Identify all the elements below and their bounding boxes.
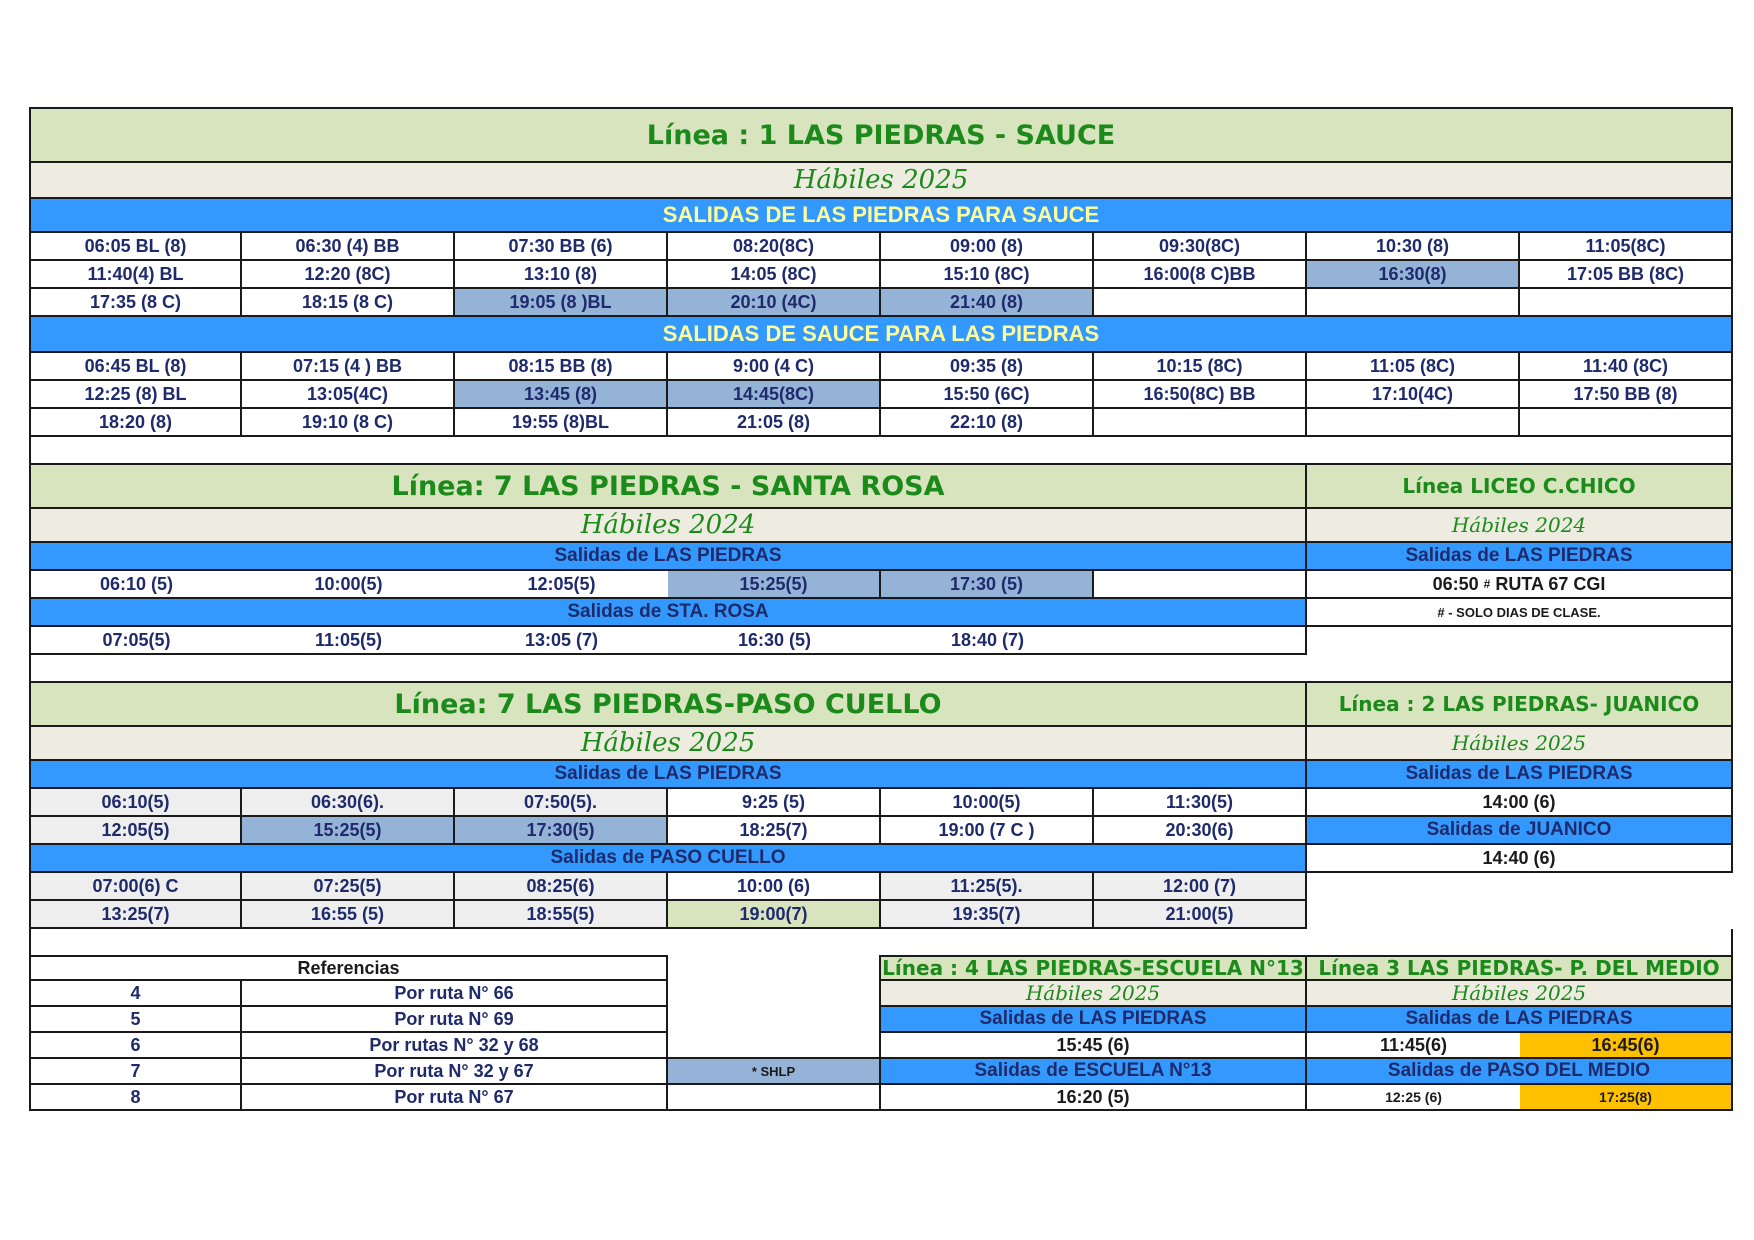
line7-paso-cuello-out-cell: 07:50(5). — [455, 789, 668, 817]
reference-code: 7 — [29, 1059, 242, 1085]
references-gap — [668, 981, 881, 1007]
line7-santa-rosa-back-cell: 16:30 (5) — [668, 627, 881, 655]
liceo-subtitle: Hábiles 2024 — [1307, 509, 1733, 543]
line1-back-cell: 11:40 (8C) — [1520, 353, 1733, 381]
line1-out-cell: 08:20(8C) — [668, 233, 881, 261]
reference-desc: Por ruta N° 69 — [242, 1007, 668, 1033]
line4-back-header: Salidas de ESCUELA N°13 — [881, 1059, 1307, 1085]
line1-out-cell: 09:30(8C) — [1094, 233, 1307, 261]
line1-out-cell: 11:40(4) BL — [29, 261, 242, 289]
line1-out-cell: 11:05(8C) — [1520, 233, 1733, 261]
line7-santa-rosa-back-cell: 13:05 (7) — [455, 627, 668, 655]
line2-subtitle: Hábiles 2025 — [1307, 727, 1733, 761]
line1-back-cell: 18:20 (8) — [29, 409, 242, 437]
line2-back-time: 14:40 (6) — [1307, 845, 1733, 873]
timetable-sheet — [29, 107, 1733, 1111]
line1-out-cell: 12:20 (8C) — [242, 261, 455, 289]
line7-paso-cuello-out-cell: 19:00 (7 C ) — [881, 817, 1094, 845]
shlp-legend: * SHLP — [668, 1059, 881, 1085]
line7-paso-cuello-out-cell: 10:00(5) — [881, 789, 1094, 817]
reference-desc: Por ruta N° 67 — [242, 1085, 668, 1111]
reference-code: 4 — [29, 981, 242, 1007]
line1-back-cell: 13:05(4C) — [242, 381, 455, 409]
line2-out-time: 14:00 (6) — [1307, 789, 1733, 817]
line1-back-cell: 9:00 (4 C) — [668, 353, 881, 381]
line1-back-cell: 16:50(8C) BB — [1094, 381, 1307, 409]
line7-santa-rosa-back-cell: 07:05(5) — [29, 627, 242, 655]
line7-paso-cuello-back-cell: 07:25(5) — [242, 873, 455, 901]
line7-paso-cuello-out-header: Salidas de LAS PIEDRAS — [29, 761, 1307, 789]
line7-paso-cuello-title: Línea: 7 LAS PIEDRAS-PASO CUELLO — [29, 683, 1307, 727]
line7-santa-rosa-out-cell: 12:05(5) — [455, 571, 668, 599]
line1-back-cell: 11:05 (8C) — [1307, 353, 1520, 381]
line7-paso-cuello-back-cell: 07:00(6) C — [29, 873, 242, 901]
line1-back-cell-empty — [1307, 409, 1520, 437]
line1-back-cell-empty — [1520, 409, 1733, 437]
line1-out-cell: 19:05 (8 )BL — [455, 289, 668, 317]
line7-paso-cuello-back-cell: 10:00 (6) — [668, 873, 881, 901]
line7-paso-cuello-back-cell: 21:00(5) — [1094, 901, 1307, 929]
line7-santa-rosa-back-cell: 11:05(5) — [242, 627, 455, 655]
line7-paso-cuello-out-cell: 11:30(5) — [1094, 789, 1307, 817]
line1-subtitle: Hábiles 2025 — [29, 163, 1733, 199]
line1-back-cell: 21:05 (8) — [668, 409, 881, 437]
line1-out-cell: 07:30 BB (6) — [455, 233, 668, 261]
liceo-header: Salidas de LAS PIEDRAS — [1307, 543, 1733, 571]
reference-desc: Por rutas N° 32 y 68 — [242, 1033, 668, 1059]
line1-back-cell: 17:50 BB (8) — [1520, 381, 1733, 409]
line1-out-cell: 14:05 (8C) — [668, 261, 881, 289]
line1-out-cell: 09:00 (8) — [881, 233, 1094, 261]
spacer-row — [29, 655, 1733, 683]
line3-title: Línea 3 LAS PIEDRAS- P. DEL MEDIO — [1307, 955, 1733, 981]
line1-out-cell-empty — [1307, 289, 1520, 317]
line7-paso-cuello-back-cell: 08:25(6) — [455, 873, 668, 901]
line1-back-cell-empty — [1094, 409, 1307, 437]
reference-code: 8 — [29, 1085, 242, 1111]
line1-out-cell-empty — [1094, 289, 1307, 317]
line7-paso-cuello-back-cell: 18:55(5) — [455, 901, 668, 929]
references-gap — [668, 1007, 881, 1033]
line1-out-cell: 17:35 (8 C) — [29, 289, 242, 317]
reference-code: 6 — [29, 1033, 242, 1059]
line1-out-cell: 17:05 BB (8C) — [1520, 261, 1733, 289]
line4-subtitle: Hábiles 2025 — [881, 981, 1307, 1007]
line1-out-cell: 06:30 (4) BB — [242, 233, 455, 261]
line1-back-cell: 15:50 (6C) — [881, 381, 1094, 409]
line7-santa-rosa-title: Línea: 7 LAS PIEDRAS - SANTA ROSA — [29, 465, 1307, 509]
references-gap — [668, 1085, 881, 1111]
reference-desc: Por ruta N° 66 — [242, 981, 668, 1007]
line1-out-header: SALIDAS DE LAS PIEDRAS PARA SAUCE — [29, 199, 1733, 233]
line2-blank — [1307, 901, 1733, 929]
liceo-note: # - SOLO DIAS DE CLASE. — [1307, 599, 1733, 627]
line7-paso-cuello-back-cell: 16:55 (5) — [242, 901, 455, 929]
line7-paso-cuello-out-cell: 15:25(5) — [242, 817, 455, 845]
line7-santa-rosa-back-cell-empty — [1094, 627, 1307, 655]
line1-back-cell: 19:55 (8)BL — [455, 409, 668, 437]
line1-back-header: SALIDAS DE SAUCE PARA LAS PIEDRAS — [29, 317, 1733, 353]
line1-back-cell: 13:45 (8) — [455, 381, 668, 409]
line7-santa-rosa-out-cell: 10:00(5) — [242, 571, 455, 599]
line7-paso-cuello-back-cell: 12:00 (7) — [1094, 873, 1307, 901]
line7-paso-cuello-out-cell: 06:10(5) — [29, 789, 242, 817]
liceo-title: Línea LICEO C.CHICO — [1307, 465, 1733, 509]
spacer-row — [29, 437, 1733, 465]
line1-back-cell: 08:15 BB (8) — [455, 353, 668, 381]
reference-desc: Por ruta N° 32 y 67 — [242, 1059, 668, 1085]
references-title: Referencias — [29, 955, 668, 981]
line4-out-time: 15:45 (6) — [881, 1033, 1307, 1059]
liceo-time: 06:50 — [1432, 573, 1479, 594]
line1-back-cell: 12:25 (8) BL — [29, 381, 242, 409]
line7-paso-cuello-back-cell: 13:25(7) — [29, 901, 242, 929]
line1-back-cell: 07:15 (4 ) BB — [242, 353, 455, 381]
liceo-route: RUTA 67 CGI — [1495, 573, 1606, 594]
line3-back-time: 17:25(8) — [1520, 1085, 1733, 1111]
line7-santa-rosa-subtitle: Hábiles 2024 — [29, 509, 1307, 543]
line7-santa-rosa-out-header: Salidas de LAS PIEDRAS — [29, 543, 1307, 571]
line3-subtitle: Hábiles 2025 — [1307, 981, 1733, 1007]
line2-title: Línea : 2 LAS PIEDRAS- JUANICO — [1307, 683, 1733, 727]
line1-out-cell: 16:00(8 C)BB — [1094, 261, 1307, 289]
line3-back-header: Salidas de PASO DEL MEDIO — [1307, 1059, 1733, 1085]
line3-out-time: 16:45(6) — [1520, 1033, 1733, 1059]
line4-title: Línea : 4 LAS PIEDRAS-ESCUELA N°13 — [881, 955, 1307, 981]
reference-code: 5 — [29, 1007, 242, 1033]
liceo-mark: # — [1483, 577, 1491, 591]
line7-santa-rosa-back-header: Salidas de STA. ROSA — [29, 599, 1307, 627]
line4-back-time: 16:20 (5) — [881, 1085, 1307, 1111]
line1-out-cell: 21:40 (8) — [881, 289, 1094, 317]
line7-santa-rosa-out-cell: 15:25(5) — [668, 571, 881, 599]
line7-paso-cuello-out-cell: 06:30(6). — [242, 789, 455, 817]
line1-out-cell: 20:10 (4C) — [668, 289, 881, 317]
line1-title: Línea : 1 LAS PIEDRAS - SAUCE — [29, 107, 1733, 163]
line7-paso-cuello-out-cell: 18:25(7) — [668, 817, 881, 845]
line1-out-cell-empty — [1520, 289, 1733, 317]
line1-out-cell: 10:30 (8) — [1307, 233, 1520, 261]
line3-back-time: 12:25 (6) — [1307, 1085, 1520, 1111]
line1-back-cell: 10:15 (8C) — [1094, 353, 1307, 381]
line1-out-cell: 06:05 BL (8) — [29, 233, 242, 261]
line7-santa-rosa-out-cell: 06:10 (5) — [29, 571, 242, 599]
line7-paso-cuello-out-cell: 12:05(5) — [29, 817, 242, 845]
line7-santa-rosa-back-cell: 18:40 (7) — [881, 627, 1094, 655]
line1-out-cell: 13:10 (8) — [455, 261, 668, 289]
line7-paso-cuello-back-cell: 19:35(7) — [881, 901, 1094, 929]
liceo-blank — [1307, 627, 1733, 655]
references-gap — [668, 955, 881, 981]
line7-paso-cuello-back-cell: 11:25(5). — [881, 873, 1094, 901]
line1-out-cell: 15:10 (8C) — [881, 261, 1094, 289]
line7-santa-rosa-out-cell: 17:30 (5) — [881, 571, 1094, 599]
line1-back-cell: 22:10 (8) — [881, 409, 1094, 437]
line2-back-header: Salidas de JUANICO — [1307, 817, 1733, 845]
liceo-departure — [1307, 571, 1733, 599]
line7-santa-rosa-out-cell-empty — [1094, 571, 1307, 599]
line1-back-cell: 17:10(4C) — [1307, 381, 1520, 409]
line1-back-cell: 19:10 (8 C) — [242, 409, 455, 437]
line7-paso-cuello-out-cell: 17:30(5) — [455, 817, 668, 845]
line1-back-cell: 09:35 (8) — [881, 353, 1094, 381]
line2-blank — [1307, 873, 1733, 901]
references-gap — [668, 1033, 881, 1059]
line7-paso-cuello-subtitle: Hábiles 2025 — [29, 727, 1307, 761]
spacer-row — [29, 929, 1733, 955]
line7-paso-cuello-out-cell: 20:30(6) — [1094, 817, 1307, 845]
line2-out-header: Salidas de LAS PIEDRAS — [1307, 761, 1733, 789]
line7-paso-cuello-out-cell: 9:25 (5) — [668, 789, 881, 817]
line1-back-cell: 14:45(8C) — [668, 381, 881, 409]
line4-out-header: Salidas de LAS PIEDRAS — [881, 1007, 1307, 1033]
line7-paso-cuello-back-header: Salidas de PASO CUELLO — [29, 845, 1307, 873]
line7-paso-cuello-back-cell: 19:00(7) — [668, 901, 881, 929]
line1-out-cell: 18:15 (8 C) — [242, 289, 455, 317]
line1-back-cell: 06:45 BL (8) — [29, 353, 242, 381]
line1-out-cell: 16:30(8) — [1307, 261, 1520, 289]
line3-out-time: 11:45(6) — [1307, 1033, 1520, 1059]
line3-out-header: Salidas de LAS PIEDRAS — [1307, 1007, 1733, 1033]
